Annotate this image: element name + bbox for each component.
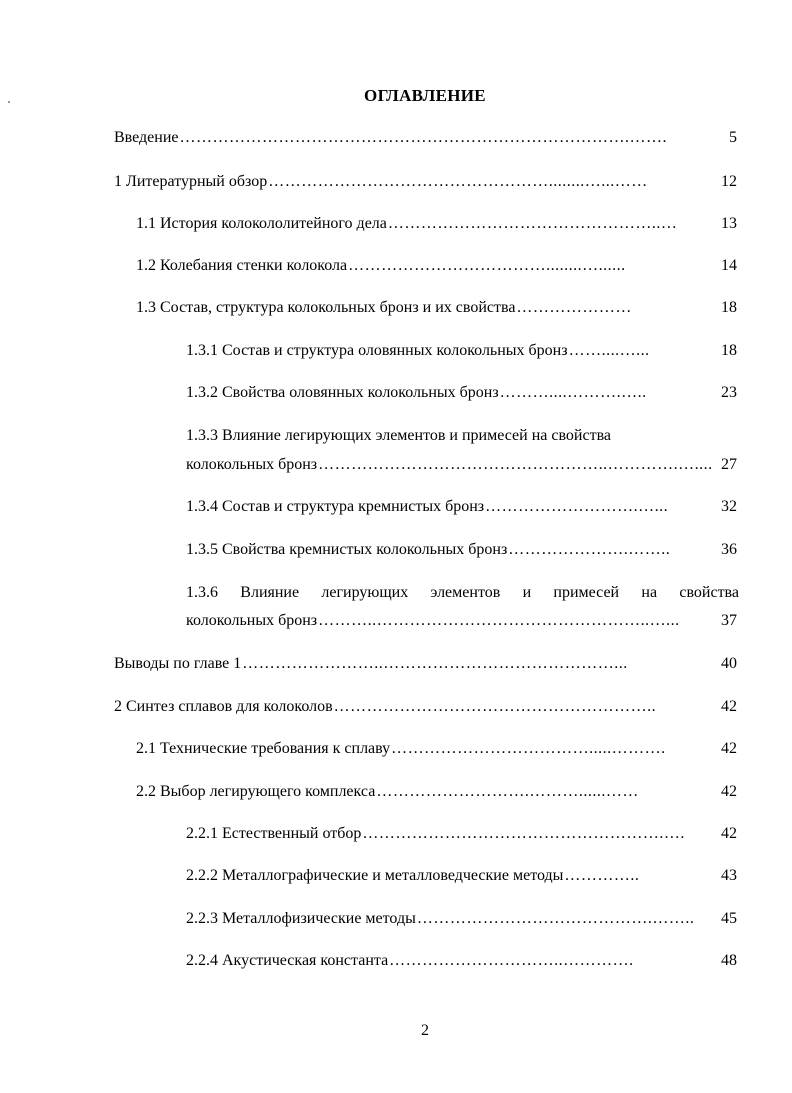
toc-entry[interactable] — [114, 172, 737, 192]
toc-page-number: 14 — [721, 257, 737, 274]
toc-entry-label: Введение — [114, 129, 179, 146]
toc-leader-dots: ……………………………………………….…. — [362, 825, 685, 842]
toc-page-number: 18 — [721, 299, 737, 316]
toc-entry-label: 2.2 Выбор легирующего комплекса — [136, 783, 376, 800]
toc-entry-label: 1.3 Состав, структура колокольных бронз и их свойства — [136, 299, 516, 316]
toc-entry[interactable] — [114, 697, 737, 717]
toc-entry-label: 2.1 Технические требования к сплаву — [136, 740, 391, 757]
toc-leader-dots: ……....…... — [568, 342, 650, 359]
toc-page-number: 23 — [721, 384, 737, 401]
toc-leader-dots: ………………………………………………….. — [333, 698, 657, 715]
toc-entry-label[interactable]: 1.3.6 Влияние легирующих элементов и примесей на свойства — [186, 584, 739, 601]
toc-page-number: 42 — [721, 698, 737, 715]
toc-entry[interactable] — [186, 383, 737, 403]
toc-entry[interactable] — [186, 455, 737, 475]
toc-page-number: 27 — [721, 456, 737, 473]
toc-entry[interactable] — [186, 951, 737, 971]
toc-page-number: 12 — [721, 173, 737, 190]
toc-page-number: 42 — [721, 783, 737, 800]
page-title: ОГЛАВЛЕНИЕ — [364, 86, 486, 105]
toc-leader-dots: ………………….…….. — [508, 541, 671, 558]
toc-leader-dots: ……………………….…... — [485, 498, 669, 515]
toc-entry-label: 1.1 История колокололитейного дела — [136, 215, 387, 232]
toc-leader-dots: ……………………..……………………………………... — [242, 655, 628, 672]
toc-page-number: 42 — [721, 825, 737, 842]
toc-entry-label[interactable]: 1.3.3 Влияние легирующих элементов и примесей на свойства — [186, 427, 612, 444]
toc-page-number: 37 — [721, 612, 737, 629]
toc-leader-dots: ……………………………………………………………………….……. — [179, 129, 667, 146]
toc-entry-label: 2.2.4 Акустическая константа — [186, 952, 389, 969]
toc-page-number: 36 — [721, 541, 737, 558]
toc-entry[interactable] — [114, 128, 737, 148]
toc-entry[interactable] — [186, 341, 737, 361]
toc-leader-dots: ………..…………………………………………..…... — [318, 612, 680, 629]
toc-entry-label: колокольных бронз — [186, 612, 318, 629]
page-number: 2 — [421, 1022, 429, 1039]
toc-leader-dots: …………………………………….…….. — [416, 910, 695, 927]
toc-entry-label: 1.3.2 Свойства оловянных колокольных бронз — [186, 384, 499, 401]
toc-entry-label: 2.2.3 Металлофизические методы — [186, 910, 416, 927]
toc-page-number: 45 — [721, 910, 737, 927]
toc-entry[interactable] — [136, 256, 737, 276]
toc-page-number: 32 — [721, 498, 737, 515]
toc-entry-label: 1.3.4 Состав и структура кремнистых бронз — [186, 498, 485, 515]
toc-page-number: 48 — [721, 952, 737, 969]
toc-entry[interactable] — [186, 540, 737, 560]
toc-entry[interactable] — [136, 782, 737, 802]
toc-leader-dots: ……………………………………………..………….….... — [318, 456, 713, 473]
toc-leader-dots: ………....……….….. — [499, 384, 647, 401]
toc-entry[interactable] — [186, 497, 737, 517]
toc-entry[interactable] — [114, 654, 737, 674]
toc-entry-label: 2 Синтез сплавов для колоколов — [114, 698, 333, 715]
toc-entry[interactable] — [186, 866, 737, 886]
toc-page-number: 42 — [721, 740, 737, 757]
toc-leader-dots: ……………………….………......…… — [376, 783, 639, 800]
toc-page-number: 43 — [721, 867, 737, 884]
toc-page-number: 40 — [721, 655, 737, 672]
toc-entry-label: 1 Литературный обзор — [114, 173, 268, 190]
toc-page-number: 5 — [729, 129, 737, 146]
toc-page-number: 13 — [721, 215, 737, 232]
toc-entry-label: 1.2 Колебания стенки колокола — [136, 257, 348, 274]
toc-entry[interactable] — [136, 214, 737, 234]
toc-page-number: 18 — [721, 342, 737, 359]
toc-entry[interactable] — [186, 909, 737, 929]
toc-entry-label: 2.2.1 Естественный отбор — [186, 825, 362, 842]
toc-entry-label: 1.3.5 Свойства кремнистых колокольных бронз — [186, 541, 508, 558]
toc-leader-dots: ………………… — [516, 299, 632, 316]
toc-entry[interactable] — [186, 824, 737, 844]
toc-entry[interactable] — [136, 739, 737, 759]
toc-entry-label: 2.2.2 Металлографические и металловедческие методы — [186, 867, 564, 884]
toc-leader-dots: …………………………..…………. — [389, 952, 634, 969]
toc-leader-dots: ……………………………….....………. — [391, 740, 666, 757]
toc-entry[interactable] — [136, 298, 737, 318]
toc-leader-dots: ………………………………........…...... — [348, 257, 626, 274]
toc-leader-dots: ……………………………………………........…...…… — [268, 173, 648, 190]
toc-leader-dots: …………………………………………..… — [387, 215, 678, 232]
toc-entry-label: колокольных бронз — [186, 456, 318, 473]
toc-entry[interactable] — [186, 611, 737, 631]
toc-entry-label: Выводы по главе 1 — [114, 655, 242, 672]
toc-leader-dots: ………….. — [564, 867, 640, 884]
toc-entry-label: 1.3.1 Состав и структура оловянных колокольных бронз — [186, 342, 568, 359]
